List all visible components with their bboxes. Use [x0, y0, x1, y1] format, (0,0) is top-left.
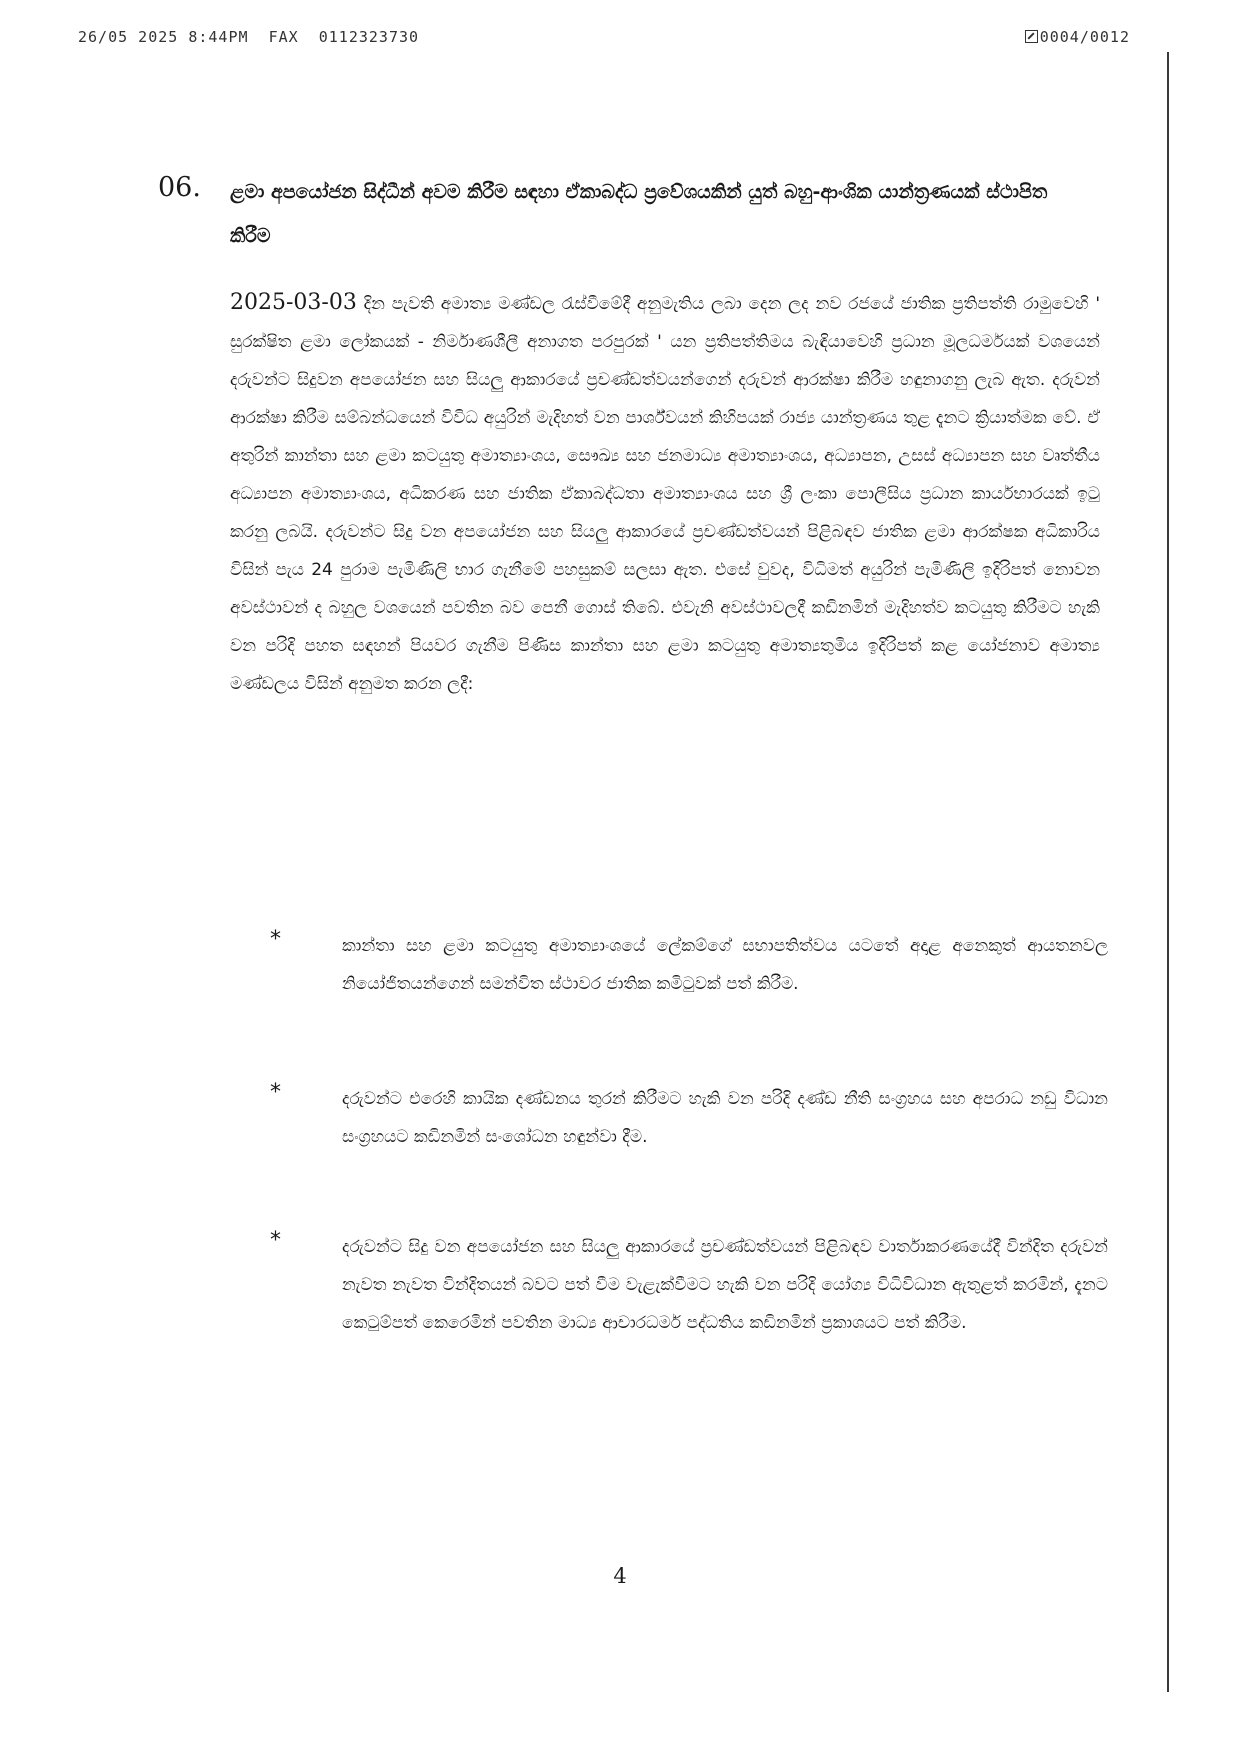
fax-header — [78, 28, 1130, 52]
bullet-text: කාන්තා සහ ළමා කටයුතු අමාත්‍යාංශයේ ලේකම්ගේ සභාපතිත්වය යටතේ අදාළ අනෙකුත් ආයතනවල නියෝජිතයන්ගෙන් සමන්විත ස්ථාවර ජාතික කමිටුවක් පත් කිරීම. — [342, 936, 1108, 994]
scan-margin-line — [1167, 52, 1169, 1692]
fax-transmission-info: 26/05 2025 8:44PM FAX 0112323730 — [78, 28, 420, 46]
bullet-marker: * — [270, 1228, 281, 1253]
section-number: 06. — [158, 172, 201, 203]
fax-page-count-text: 0004/0012 — [1039, 28, 1130, 46]
decision-date: 2025-03-03 — [230, 290, 357, 315]
page-number: 4 — [613, 1564, 627, 1588]
bullet-marker: * — [270, 927, 281, 952]
bullet-marker: * — [270, 1080, 281, 1105]
bullet-text: දරුවන්ට සිදු වන අපයෝජන සහ සියලු ආකාරයේ ප්‍රචණ්ඩත්වයන් පිළිබඳව වාර්තාකරණයේදී වින්දිත දරුවන් නැවත නැවත වින්දිතයන් බවට පත් වීම වැළැක්වීමට හැකි වන පරිදි යෝග්‍ය විධිවිධාන ඇතුළත් කරමින්, දැනට කෙටුම්පත් කෙරෙමින් පවතින මාධ්‍ය ආචාරධර්ම පද්ධතිය කඩිනමින් ප්‍රකාශයට පත් කිරීම. — [342, 1237, 1108, 1333]
section-title: ළමා අපයෝජන සිද්ධීන් අවම කිරීම සඳහා ඒකාබද්ධ ප්‍රවේශයකින් යුත් බහු-ආංශික යාන්ත්‍රණයක් ස්ථාපිත කිරීම — [230, 181, 1048, 247]
checkbox-mark-icon — [1025, 30, 1038, 43]
body-paragraph — [230, 284, 1100, 703]
bullet-text: දරුවන්ට එරෙහි කායික දණ්ඩනය තුරන් කිරීමට හැකි වන පරිදි දණ්ඩ නීති සංග්‍රහය සහ අපරාධ නඩු විධාන සංග්‍රහයට කඩිනමින් සංශෝධන හඳුන්වා දීම. — [342, 1089, 1108, 1147]
fax-page-counter — [1025, 28, 1130, 46]
body-paragraph-text: දින පැවති අමාත්‍ය මණ්ඩල රැස්වීමේදී අනුමැතිය ලබා දෙන ලද නව රජයේ ජාතික ප්‍රතිපත්ති රාමුවෙහි ' සුරක්ෂිත ළමා ලෝකයක් - නිර්මාණශීලී අනාගත පරපුරක් ' යන ප්‍රතිපත්තිමය බැඳියාවෙහි ප්‍රධාන මූලධර්මයක් වශයෙන් දරුවන්ට සිදුවන අපයෝජන සහ සියලු ආකාරයේ ප්‍රචණ්ඩත්වයන්ගෙන් දරුවන් ආරක්ෂා කිරීම හඳුනාගනු ලැබ ඇත. දරුවන් ආරක්ෂා කිරීම සම්බන්ධයෙන් විවිධ අයුරින් මැදිහත් වන පාර්ශ්වයන් කිහිපයක් රාජ්‍ය යාන්ත්‍රණය තුළ දැනට ක්‍රියාත්මක වේ. ඒ අතුරින් කාන්තා සහ ළමා කටයුතු අමාත්‍යාංශය, සෞඛ්‍ය සහ ජනමාධ්‍ය අමාත්‍යාංශය, අධ්‍යාපන, උසස් අධ්‍යාපන සහ වෘත්තීය අධ්‍යාපන අමාත්‍යාංශය, අධිකරණ සහ ජාතික ඒකාබද්ධතා අමාත්‍යාංශය සහ ශ්‍රී ලංකා පොලීසිය ප්‍රධාන කාර්යභාරයක් ඉටු කරනු ලබයි. දරුවන්ට සිදු වන අපයෝජන සහ සියලු ආකාරයේ ප්‍රචණ්ඩත්වයන් පිළිබඳව ජාතික ළමා ආරක්ෂක අධිකාරිය විසින් පැය 24 පුරාම පැමිණිලි භාර ගැනීමේ පහසුකම් සලසා ඇත. එසේ වුවද, විධිමත් අයුරින් පැමිණිලි ඉදිරිපත් නොවන අවස්ථාවන් ද බහුල වශයෙන් පවතින බව පෙනී ගොස් තිබේ. එවැනි අවස්ථාවලදී කඩිනමින් මැදිහත්ව කටයුතු කිරීමට හැකි වන පරිදි පහත සඳහන් පියවර ගැනීම පිණිස කාන්තා සහ ළමා කටයුතු අමාත්‍යතුමිය ඉදිරිපත් කළ යෝජනාව අමාත්‍ය මණ්ඩලය විසින් අනුමත කරන ලදී: — [230, 294, 1100, 694]
